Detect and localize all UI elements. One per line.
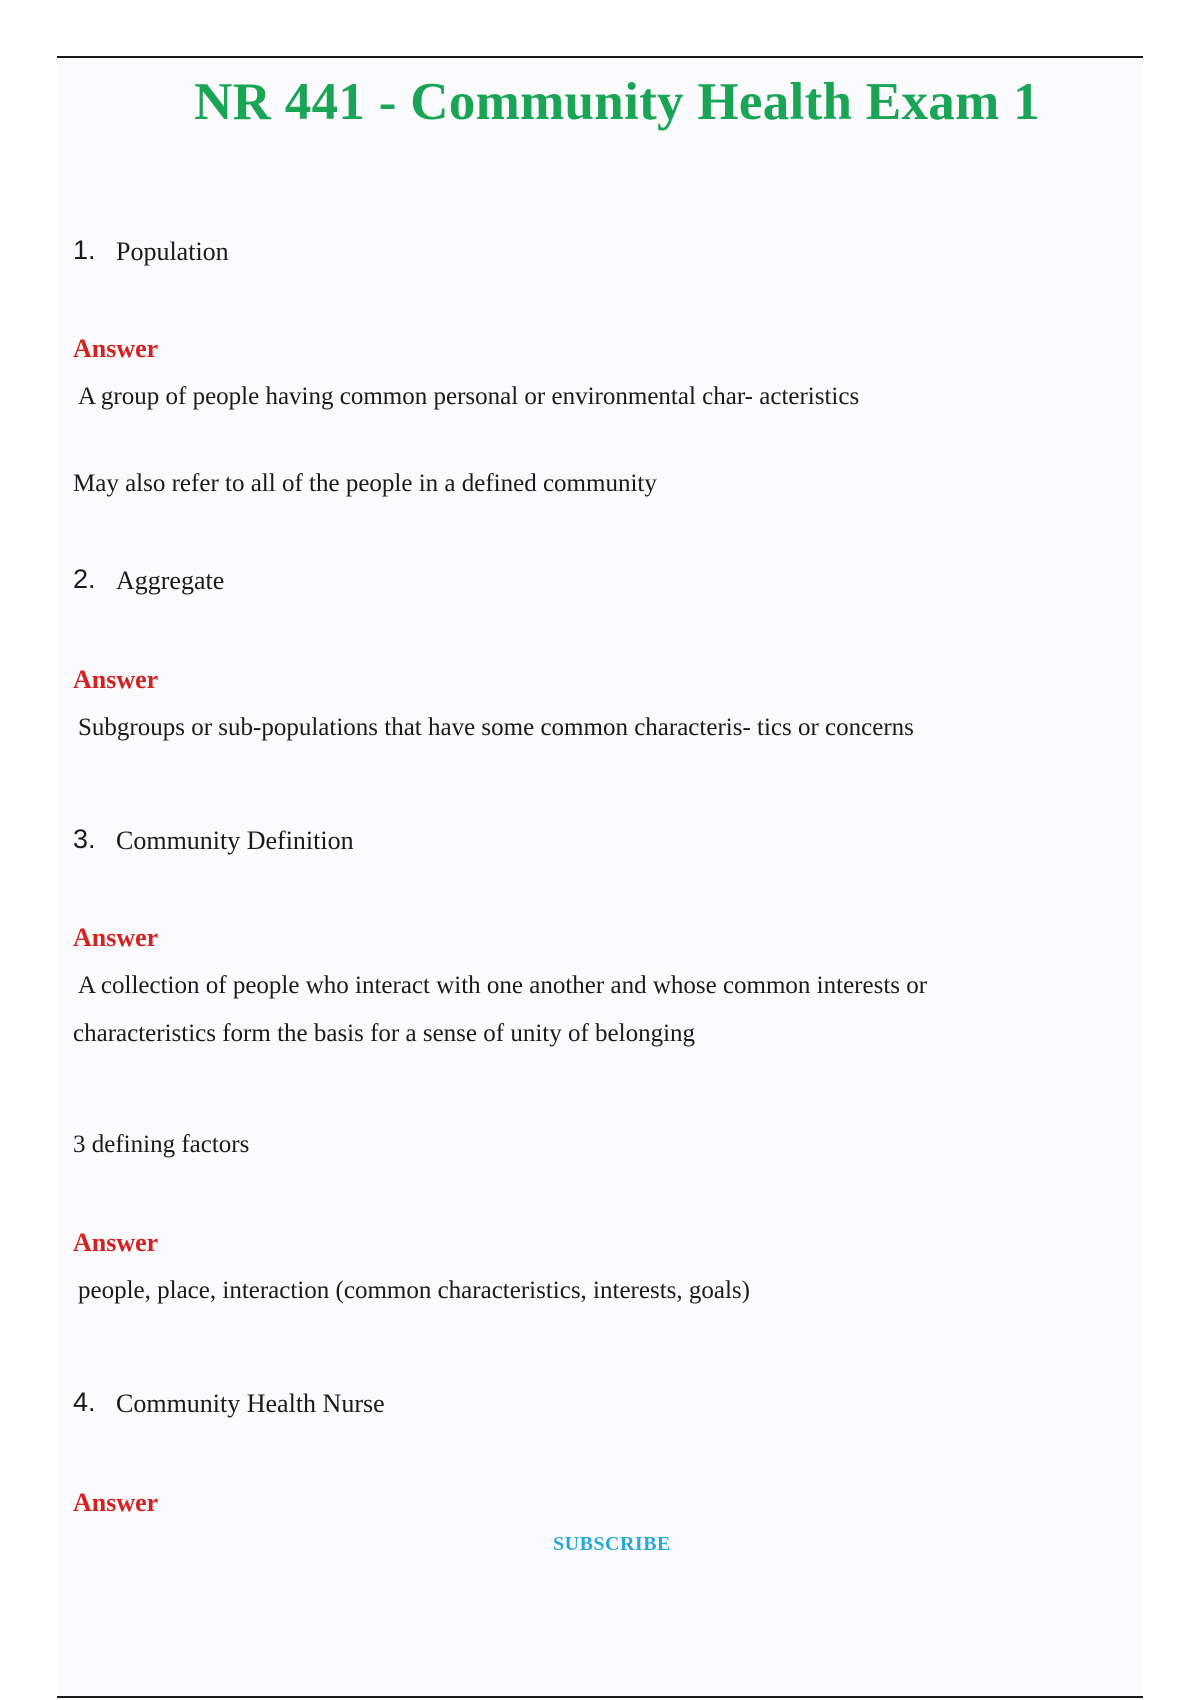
- answer-text: Subgroups or sub-populations that have some common characteris- tics or concerns: [78, 714, 914, 741]
- question-number: 1.: [73, 235, 96, 265]
- subscribe-link[interactable]: SUBSCRIBE: [553, 1533, 671, 1555]
- answer-label: Answer: [73, 923, 159, 952]
- bottom-rule: [57, 1696, 1143, 1698]
- sub-question-text: 3 defining factors: [73, 1131, 250, 1158]
- question-term: Community Health Nurse: [116, 1389, 385, 1418]
- answer-label: Answer: [73, 334, 159, 363]
- question-term: Population: [116, 237, 229, 266]
- question-number: 3.: [73, 824, 96, 854]
- question-number: 2.: [73, 564, 96, 594]
- answer-text: A collection of people who interact with one another and whose common interests or: [78, 972, 928, 999]
- answer-label: Answer: [73, 1488, 159, 1517]
- document-title: NR 441 - Community Health Exam 1: [194, 73, 1040, 131]
- question-term: Community Definition: [116, 826, 354, 855]
- answer-label: Answer: [73, 665, 159, 694]
- document-page: [57, 58, 1143, 1696]
- sub-answer-text: people, place, interaction (common characteristics, interests, goals): [78, 1277, 750, 1304]
- answer-extra-text: May also refer to all of the people in a defined community: [73, 470, 657, 497]
- answer-label: Answer: [73, 1228, 159, 1257]
- question-term: Aggregate: [116, 566, 225, 595]
- question-number: 4.: [73, 1387, 96, 1417]
- answer-text: A group of people having common personal or environmental char- acteristics: [78, 383, 860, 410]
- answer-text-continued: characteristics form the basis for a sense of unity of belonging: [73, 1020, 696, 1047]
